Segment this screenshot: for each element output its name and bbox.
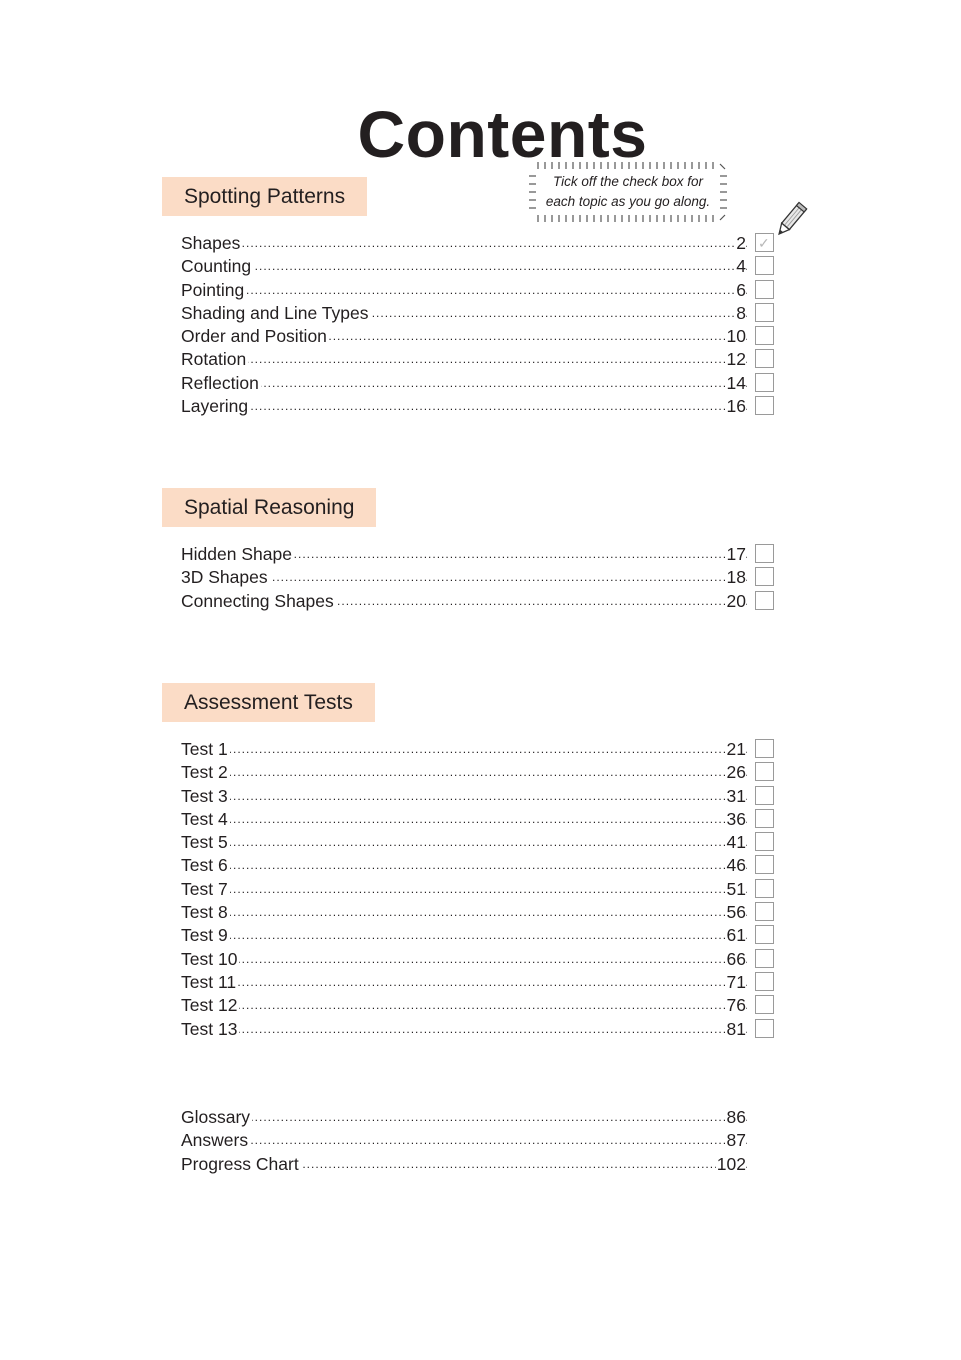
- checkbox[interactable]: [755, 855, 774, 874]
- toc-entry[interactable]: [181, 1153, 781, 1176]
- entry-label: Test 2: [181, 761, 230, 784]
- checkbox[interactable]: [755, 349, 774, 368]
- entry-label: Test 4: [181, 808, 230, 831]
- entry-label: Test 6: [181, 854, 230, 877]
- checkmark-icon: ✓: [758, 235, 770, 251]
- toc-entry[interactable]: [181, 279, 781, 302]
- checkbox[interactable]: [755, 1019, 774, 1038]
- entry-page-number: 46: [726, 854, 746, 877]
- entry-label: Test 7: [181, 878, 230, 901]
- entry-label: Counting: [181, 255, 253, 278]
- entry-page-number: 21: [726, 738, 746, 761]
- entry-page-number: 86: [726, 1106, 746, 1129]
- entry-label: Test 10: [181, 948, 239, 971]
- leader-dots: [181, 738, 747, 761]
- entry-label: Test 3: [181, 785, 230, 808]
- toc-entry[interactable]: [181, 994, 781, 1017]
- checkbox[interactable]: [755, 739, 774, 758]
- toc-entry[interactable]: [181, 854, 781, 877]
- checkbox[interactable]: [755, 972, 774, 991]
- entry-page-number: 81: [726, 1018, 746, 1041]
- toc-entry[interactable]: [181, 808, 781, 831]
- entry-label: Test 1: [181, 738, 230, 761]
- section-list-spatial-reasoning: [181, 543, 781, 613]
- entry-page-number: 26: [726, 761, 746, 784]
- leader-dots: [181, 1129, 747, 1152]
- toc-entry[interactable]: [181, 590, 781, 613]
- entry-label: Connecting Shapes: [181, 590, 336, 613]
- leader-dots: [181, 878, 747, 901]
- entry-label: Test 8: [181, 901, 230, 924]
- toc-entry[interactable]: [181, 1129, 781, 1152]
- extras-list: [181, 1106, 781, 1176]
- toc-entry[interactable]: [181, 1018, 781, 1041]
- leader-dots: [181, 761, 747, 784]
- entry-page-number: 61: [726, 924, 746, 947]
- toc-entry[interactable]: [181, 566, 781, 589]
- toc-entry[interactable]: [181, 924, 781, 947]
- entry-page-number: 51: [726, 878, 746, 901]
- entry-page-number: 14: [726, 372, 746, 395]
- checkbox[interactable]: [755, 832, 774, 851]
- leader-dots: [181, 1018, 747, 1041]
- entry-page-number: 10: [726, 325, 746, 348]
- entry-label: Order and Position: [181, 325, 329, 348]
- entry-page-number: 16: [726, 395, 746, 418]
- leader-dots: [181, 348, 747, 371]
- leader-dots: [181, 785, 747, 808]
- leader-dots: [181, 279, 747, 302]
- checkbox[interactable]: [755, 902, 774, 921]
- toc-entry[interactable]: [181, 785, 781, 808]
- entry-label: Test 12: [181, 994, 239, 1017]
- checkbox[interactable]: [755, 995, 774, 1014]
- checkbox[interactable]: [755, 567, 774, 586]
- toc-entry[interactable]: [181, 255, 781, 278]
- leader-dots: [181, 901, 747, 924]
- page-title: Contents: [357, 97, 648, 172]
- toc-entry[interactable]: [181, 543, 781, 566]
- entry-label: 3D Shapes: [181, 566, 270, 589]
- checkbox[interactable]: [755, 591, 774, 610]
- entry-label: Glossary: [181, 1106, 252, 1129]
- entry-page-number: 12: [726, 348, 746, 371]
- toc-entry[interactable]: [181, 761, 781, 784]
- leader-dots: [181, 372, 747, 395]
- entry-page-number: 76: [726, 994, 746, 1017]
- leader-dots: [181, 854, 747, 877]
- section-header-spotting-patterns: Spotting Patterns: [162, 177, 367, 216]
- checkbox[interactable]: [755, 879, 774, 898]
- checkbox[interactable]: [755, 762, 774, 781]
- checkbox[interactable]: [755, 786, 774, 805]
- entry-page-number: 8: [735, 302, 746, 325]
- checkbox[interactable]: [755, 233, 774, 252]
- entry-label: Progress Chart: [181, 1153, 301, 1176]
- toc-entry[interactable]: [181, 738, 781, 761]
- toc-entry[interactable]: [181, 325, 781, 348]
- entry-page-number: 2: [735, 232, 746, 255]
- section-list-spotting-patterns: [181, 232, 781, 418]
- toc-entry[interactable]: [181, 901, 781, 924]
- entry-label: Test 9: [181, 924, 230, 947]
- section-header-assessment-tests: Assessment Tests: [162, 683, 375, 722]
- entry-label: Rotation: [181, 348, 248, 371]
- entry-label: Reflection: [181, 372, 261, 395]
- checkbox[interactable]: [755, 373, 774, 392]
- checkbox[interactable]: [755, 809, 774, 828]
- section-header-spatial-reasoning: Spatial Reasoning: [162, 488, 376, 527]
- toc-entry[interactable]: [181, 348, 781, 371]
- entry-label: Layering: [181, 395, 250, 418]
- leader-dots: [181, 948, 747, 971]
- entry-page-number: 66: [726, 948, 746, 971]
- leader-dots: [181, 255, 747, 278]
- entry-label: Pointing: [181, 279, 246, 302]
- entry-page-number: 18: [726, 566, 746, 589]
- entry-page-number: 56: [726, 901, 746, 924]
- leader-dots: [181, 232, 747, 255]
- toc-entry[interactable]: [181, 232, 781, 255]
- toc-entry[interactable]: [181, 878, 781, 901]
- entry-page-number: 102: [716, 1153, 746, 1176]
- leader-dots: [181, 831, 747, 854]
- leader-dots: [181, 808, 747, 831]
- entry-page-number: 6: [735, 279, 746, 302]
- entry-page-number: 17: [726, 543, 746, 566]
- leader-dots: [181, 395, 747, 418]
- toc-entry[interactable]: [181, 372, 781, 395]
- entry-page-number: 4: [735, 255, 746, 278]
- leader-dots: [181, 994, 747, 1017]
- entry-page-number: 71: [726, 971, 746, 994]
- section-list-assessment-tests: [181, 738, 781, 1041]
- entry-label: Shapes: [181, 232, 242, 255]
- tick-instruction-note: [528, 160, 728, 224]
- entry-label: Test 13: [181, 1018, 239, 1041]
- toc-entry[interactable]: [181, 948, 781, 971]
- checkbox[interactable]: [755, 925, 774, 944]
- checkbox[interactable]: [755, 303, 774, 322]
- checkbox[interactable]: [755, 256, 774, 275]
- toc-entry[interactable]: [181, 395, 781, 418]
- entry-label: Answers: [181, 1129, 250, 1152]
- checkbox[interactable]: [755, 544, 774, 563]
- entry-label: Test 5: [181, 831, 230, 854]
- toc-entry[interactable]: [181, 971, 781, 994]
- entry-label: Hidden Shape: [181, 543, 294, 566]
- checkbox[interactable]: [755, 396, 774, 415]
- checkbox[interactable]: [755, 326, 774, 345]
- leader-dots: [181, 924, 747, 947]
- entry-label: Test 11: [181, 971, 238, 994]
- entry-page-number: 31: [726, 785, 746, 808]
- entry-label: Shading and Line Types: [181, 302, 370, 325]
- leader-dots: [181, 1106, 747, 1129]
- note-line-2: each topic as you go along.: [545, 194, 711, 209]
- toc-entry[interactable]: [181, 1106, 781, 1129]
- entry-page-number: 87: [726, 1129, 746, 1152]
- toc-entry[interactable]: [181, 302, 781, 325]
- note-line-1: Tick off the check box for: [553, 174, 703, 189]
- leader-dots: [181, 971, 747, 994]
- entry-page-number: 41: [726, 831, 746, 854]
- entry-page-number: 20: [726, 590, 746, 613]
- entry-page-number: 36: [726, 808, 746, 831]
- checkbox[interactable]: [755, 949, 774, 968]
- toc-entry[interactable]: [181, 831, 781, 854]
- checkbox[interactable]: [755, 280, 774, 299]
